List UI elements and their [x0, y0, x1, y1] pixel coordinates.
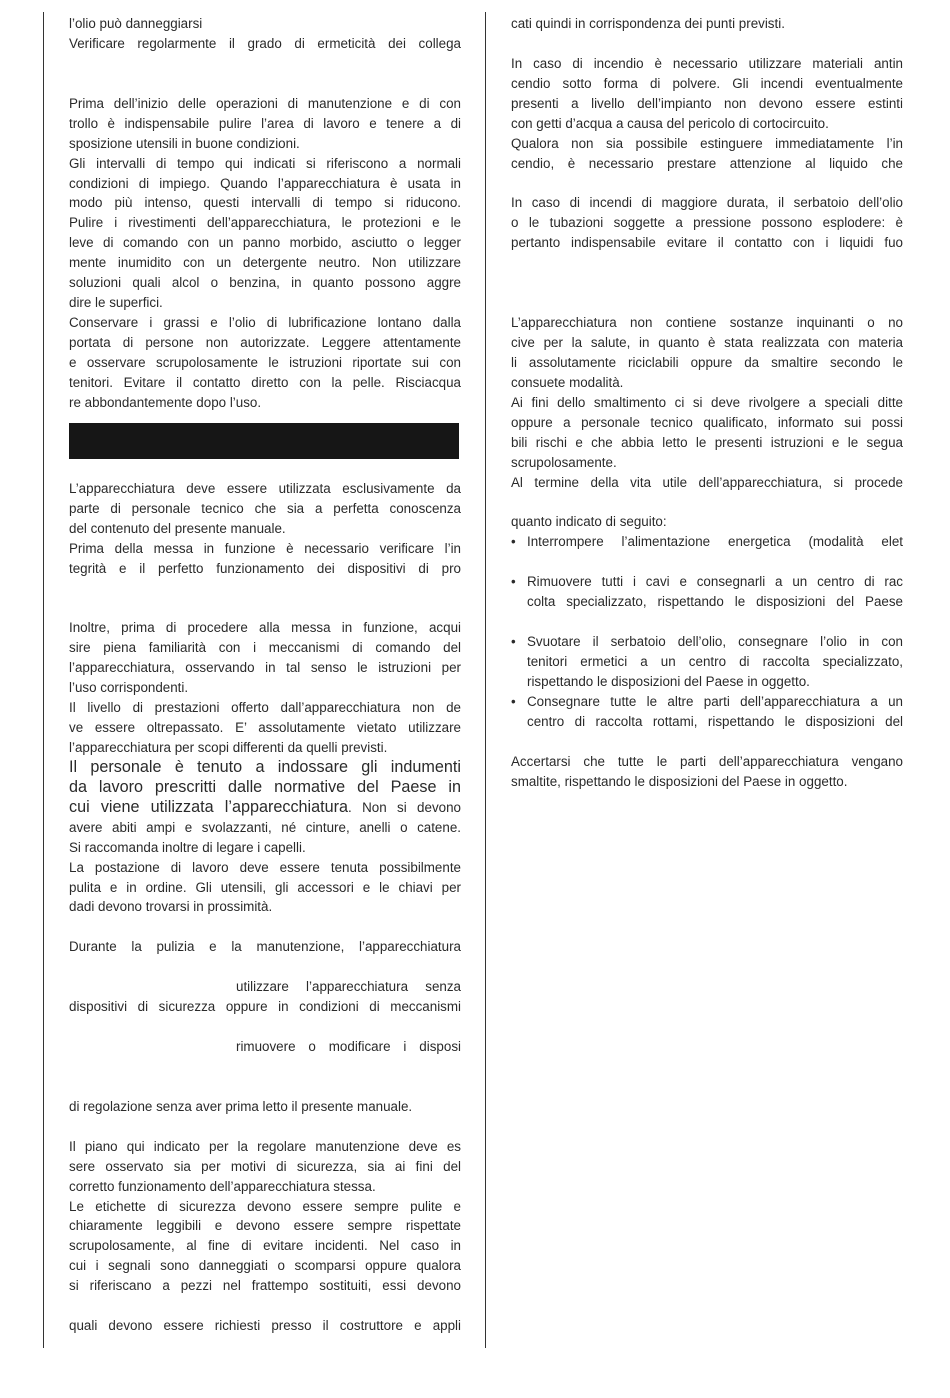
safety-paragraph-1: [69, 479, 461, 579]
text-line: Qualora non sia possibile estinguere immediatamente l’in: [511, 135, 903, 151]
text-line: Pulire i rivestimenti dell’apparecchiatura, le protezioni e le: [69, 215, 461, 231]
left-margin-rule: [43, 12, 44, 1348]
text-line: Durante la pulizia e la manutenzione, l’apparecchiatura: [69, 939, 461, 955]
text-line: o le tubazioni soggette a pressione possono esplodere: è: [511, 215, 903, 231]
text-line: chiaramente leggibili e devono essere sempre rispettate: [69, 1218, 461, 1234]
text-line: pulita e in ordine. Gli utensili, gli accessori e le chiavi per: [69, 879, 461, 895]
bullet-item: • Interrompere l’alimentazione energetica (modalità elet: [511, 532, 903, 552]
final-paragraph: [511, 752, 903, 792]
text-line: smaltite, rispettando le disposizioni del Paese in oggetto.: [511, 773, 848, 789]
left-column: [69, 14, 461, 1336]
mixed-text-line: [69, 798, 461, 818]
text-line: Gli intervalli di tempo qui indicati si riferiscono a normali: [69, 155, 461, 171]
safety-paragraph-2: [69, 618, 461, 758]
text-line: sposizione utensili in buone condizioni.: [69, 135, 300, 151]
text-line: bili rischi e che abbia letto le presenti istruzioni e le segua: [511, 434, 903, 450]
text-line: cendio sotto forma di polvere. Gli incendi eventualmente: [511, 75, 903, 91]
large-text-line: da lavoro prescritti dalle normative del Paese in: [69, 777, 461, 796]
text-line: Accertarsi che tutte le parti dell’apparecchiatura vengano: [511, 753, 903, 769]
fire-paragraph-2: [511, 193, 903, 253]
bullet-item-continuation: rispettando le disposizioni del Paese in oggetto.: [527, 673, 810, 689]
text-line: Il livello di prestazioni offerto dall’apparecchiatura non de: [69, 700, 461, 716]
small-text-span: . Non si devono: [348, 799, 461, 815]
text-line: Ai fini dello smaltimento ci si deve rivolgere a speciali ditte: [511, 394, 903, 410]
text-line: quanto indicato di seguito:: [511, 514, 667, 530]
text-line: Inoltre, prima di procedere alla messa in funzione, acqui: [69, 620, 461, 636]
text-line: li assolutamente riciclabili oppure da smaltire secondo le: [511, 354, 903, 370]
text-line: dire le superfici.: [69, 295, 163, 311]
text-line: oppure a personale tecnico qualificato, informato sui possi: [511, 414, 903, 430]
text-line: tegrità e il perfetto funzionamento dei dispositivi di pro: [69, 560, 461, 576]
text-line: cendio, è necessario prestare attenzione al liquido che: [511, 155, 903, 171]
text-line: quali devono essere richiesti presso il costruttore e appli: [69, 1318, 461, 1334]
text-line: Il piano qui indicato per la regolare manutenzione deve es: [69, 1138, 461, 1154]
bullet-item-continuation: centro di raccolta rottami, rispettando le disposizioni del: [527, 713, 903, 729]
text-line: modo più intenso, questi intervalli di tempo si riducono.: [69, 195, 461, 211]
text-line: cati quindi in corrispondenza dei punti previsti.: [511, 16, 785, 31]
text-line: L’apparecchiatura non contiene sostanze inquinanti o no: [511, 315, 903, 331]
fire-paragraph-1: [511, 54, 903, 174]
text-line: condizioni di impiego. Quando l’apparecchiatura è usata in: [69, 175, 461, 191]
text-line: dispositivi di sicurezza oppure in condizioni di meccanismi: [69, 999, 461, 1015]
text-line: La postazione di lavoro deve essere tenuta possibilmente: [69, 859, 461, 875]
text-line: portata di persone non autorizzate. Leggere attentamente: [69, 335, 461, 351]
text-line: trollo è indispensabile pulire l’area di lavoro e tenere a di: [69, 115, 461, 131]
text-line: tenitori. Evitare il contatto diretto con la pelle. Risciacqua: [69, 374, 461, 390]
text-line: avere abiti ampi e svolazzanti, né cinture, anelli o catene.: [69, 819, 461, 835]
text-line: sire piena familiarità con i meccanismi di comando del: [69, 640, 461, 656]
text-line: pertanto indispensabile evitare il contatto con i liquidi fuo: [511, 235, 903, 251]
text-line: e osservare scrupolosamente le istruzioni riportate sui con: [69, 354, 461, 370]
text-line: leve di comando con un panno morbido, asciutto o legger: [69, 235, 461, 251]
safety-paragraph-3: [69, 818, 461, 918]
text-line: In caso di incendi di maggiore durata, il serbatoio dell’olio: [511, 195, 903, 211]
large-text-span: cui viene utilizzata l’apparecchiatura: [69, 797, 349, 816]
text-line: l’apparecchiatura per scopi differenti da quelli previsti.: [69, 739, 388, 755]
text-line: Verificare regolarmente il grado di ermeticità dei collega: [69, 35, 461, 51]
text-line: presenti a livello dell’impianto non devono essere estinti: [511, 95, 903, 111]
section-heading-bar: [69, 423, 459, 459]
text-line: mente inumidito con un detergente neutro. Non utilizzare: [69, 255, 461, 271]
text-line: l’uso corrispondenti.: [69, 680, 189, 696]
text-line: soluzioni quali alcol o benzina, in quanto possono aggre: [69, 275, 461, 291]
column-divider-rule: [485, 12, 486, 1348]
indented-text-line: utilizzare l’apparecchiatura senza: [236, 979, 461, 995]
text-line: cive per la salute, in quanto è stata realizzata con materia: [511, 335, 903, 351]
text-line: con getti d’acqua a causa del pericolo di cortocircuito.: [511, 115, 829, 131]
text-line: Si raccomanda inoltre di legare i capelli.: [69, 839, 306, 855]
text-line: dadi devono trovarsi in prossimità.: [69, 899, 273, 915]
text-line: consuete modalità.: [511, 374, 624, 390]
text-line: corretto funzionamento dell’apparecchiatura stessa.: [69, 1178, 376, 1194]
text-line: l’olio può danneggiarsi: [69, 16, 203, 31]
text-line: re abbondantemente dopo l’uso.: [69, 394, 262, 410]
text-line: ve essere oltrepassato. E’ assolutamente vietato utilizzare: [69, 720, 461, 736]
text-line: L’apparecchiatura deve essere utilizzata esclusivamente da: [69, 480, 461, 496]
text-line: si riferiscano a pezzi nel frattempo sostituiti, essi devono: [69, 1278, 461, 1294]
bullet-item: • Svuotare il serbatoio dell’olio, consegnare l’olio in con: [511, 632, 903, 652]
text-line: In caso di incendio è necessario utilizzare materiali antin: [511, 55, 903, 71]
bullet-item-continuation: tenitori ermetici a un centro di raccolta specializzato,: [527, 654, 903, 670]
right-column: [511, 14, 903, 792]
maintenance-plan-paragraph: [69, 1137, 461, 1297]
text-line: cui i segnali sono danneggiati o scomparsi oppure qualora: [69, 1258, 461, 1274]
text-line: Al termine della vita utile dell’apparecchiatura, si procede: [511, 474, 903, 490]
large-text-line: Il personale è tenuto a indossare gli indumenti: [69, 757, 461, 776]
text-line: scrupolosamente.: [511, 454, 617, 470]
text-line: del contenuto del presente manuale.: [69, 520, 286, 536]
maintenance-paragraph: [69, 94, 461, 413]
text-line: parte di personale tecnico che sia a perfetta conoscenza: [69, 500, 461, 516]
text-line: Le etichette di sicurezza devono essere sempre pulite e: [69, 1198, 461, 1214]
text-line: scrupolosamente, al fine di evitare incidenti. Nel caso in: [69, 1238, 461, 1254]
bullet-item: • Rimuovere tutti i cavi e consegnarli a un centro di rac: [511, 572, 903, 592]
environment-paragraph: [511, 313, 903, 492]
bullet-item-continuation: colta specializzato, rispettando le disposizioni del Paese: [527, 594, 903, 610]
text-line: Conservare i grassi e l’olio di lubrificazione lontano dalla: [69, 315, 461, 331]
text-line: Prima dell’inizio delle operazioni di manutenzione e di con: [69, 95, 461, 111]
disposal-bullet-list: [511, 532, 903, 731]
text-line: di regolazione senza aver prima letto il presente manuale.: [69, 1098, 413, 1114]
text-line: sere osservato sia per motivi di sicurezza, sia ai fini del: [69, 1158, 461, 1174]
indented-text-line: rimuovere o modificare i disposi: [236, 1039, 461, 1055]
text-line: Prima della messa in funzione è necessario verificare l’in: [69, 540, 461, 556]
text-line: l’apparecchiatura, osservando in tal senso le istruzioni per: [69, 660, 461, 676]
bullet-item: • Consegnare tutte le altre parti dell’apparecchiatura a un: [511, 692, 903, 712]
